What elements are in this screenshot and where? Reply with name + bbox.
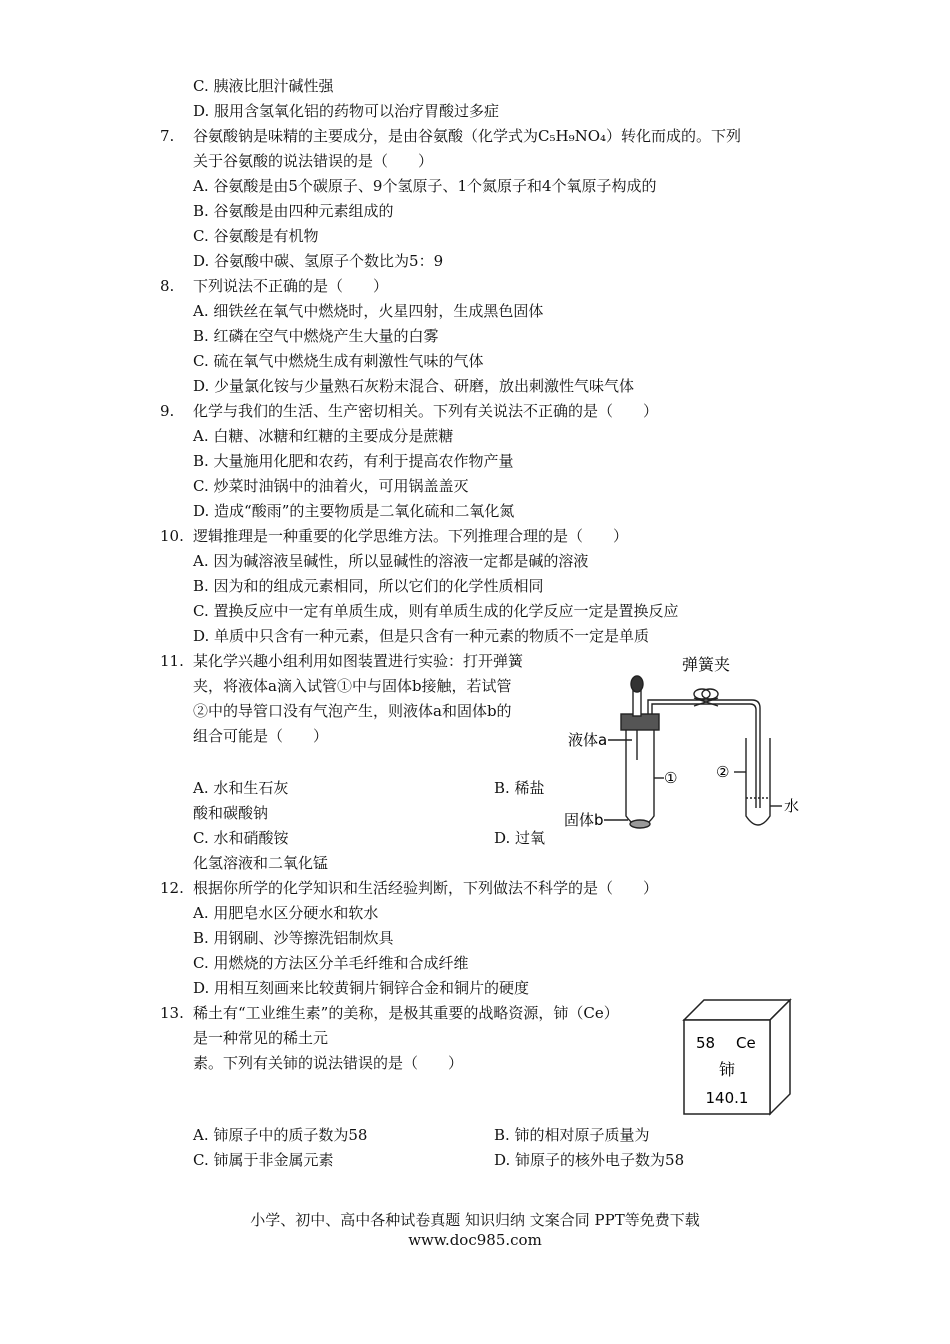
question-stem: 根据你所学的化学知识和生活经验判断，下列做法不科学的是（ ） (193, 879, 659, 897)
question-stem: 是一种常见的稀土元 (193, 1029, 329, 1047)
option-b: B. 因为和的组成元素相同，所以它们的化学性质相同 (193, 577, 544, 595)
element-name: 铈 (718, 1060, 736, 1079)
option-b: B. 红磷在空气中燃烧产生大量的白雾 (193, 327, 439, 345)
footer-url[interactable]: www.doc985.com (408, 1231, 542, 1249)
option-d: D. 过氧 (494, 829, 546, 847)
question-stem: 组合可能是（ ） (193, 727, 329, 745)
option-b: B. 稀盐 (494, 779, 545, 797)
option-b: B. 大量施用化肥和农药，有利于提高农作物产量 (193, 452, 514, 470)
question-stem: 逻辑推理是一种重要的化学思维方法。下列推理合理的是（ ） (193, 527, 629, 545)
clamp-label: 弹簧夹 (681, 655, 731, 674)
option-d: D. 少量氯化铵与少量熟石灰粉末混合、研磨，放出刺激性气味气体 (193, 377, 635, 395)
option-c: C. 置换反应中一定有单质生成，则有单质生成的化学反应一定是置换反应 (193, 602, 679, 620)
question-number: 11. (160, 652, 184, 670)
option-a: A. 谷氨酸是由5个碳原子、9个氢原子、1个氮原子和4个氧原子构成的 (193, 177, 657, 195)
option-b-continued: 酸和碳酸钠 (193, 804, 269, 822)
option-a: A. 白糖、冰糖和红糖的主要成分是蔗糖 (193, 427, 454, 445)
question-number: 12. (160, 879, 184, 897)
question-number: 9. (160, 402, 175, 420)
option-c: C. 谷氨酸是有机物 (193, 227, 319, 245)
test-tube-1 (626, 728, 654, 826)
question-stem: 夹，将液体a滴入试管①中与固体b接触，若试管 (193, 677, 512, 695)
question-stem: 某化学兴趣小组利用如图装置进行实验：打开弹簧 (193, 652, 524, 670)
option-a: A. 水和生石灰 (193, 779, 289, 797)
question-number: 10. (160, 527, 184, 545)
option-d: D. 单质中只含有一种元素，但是只含有一种元素的物质不一定是单质 (193, 627, 650, 645)
tube-2-label: ② (716, 763, 730, 781)
element-symbol: Ce (736, 1034, 756, 1052)
atomic-mass: 140.1 (705, 1089, 749, 1107)
option-a: A. 细铁丝在氧气中燃烧时，火星四射，生成黑色固体 (193, 302, 544, 320)
solid-b-label: 固体b (564, 811, 604, 829)
option-b: B. 铈的相对原子质量为 (494, 1126, 650, 1144)
option-c: C. 炒菜时油锅中的油着火，可用锅盖盖灭 (193, 477, 469, 495)
liquid-a-label: 液体a (568, 731, 608, 749)
option-c: C. 胰液比胆汁碱性强 (193, 77, 334, 95)
question-stem: 下列说法不正确的是（ ） (193, 277, 389, 295)
question-stem: 素。下列有关铈的说法错误的是（ ） (193, 1054, 464, 1072)
question-number: 13. (160, 1004, 184, 1022)
option-a: A. 因为碱溶液呈碱性，所以显碱性的溶液一定都是碱的溶液 (193, 552, 589, 570)
question-number: 8. (160, 277, 175, 295)
option-c: C. 铈属于非金属元素 (193, 1151, 334, 1169)
question-stem: 化学与我们的生活、生产密切相关。下列有关说法不正确的是（ ） (193, 402, 659, 420)
option-c: C. 水和硝酸铵 (193, 829, 289, 847)
question-stem: ②中的导管口没有气泡产生，则液体a和固体b的 (193, 702, 512, 720)
solid-b (630, 820, 650, 828)
delivery-tube (648, 700, 760, 808)
option-d: D. 用相互刻画来比较黄铜片铜锌合金和铜片的硬度 (193, 979, 530, 997)
option-c: C. 硫在氧气中燃烧生成有刺激性气味的气体 (193, 352, 484, 370)
option-a: A. 用肥皂水区分硬水和软水 (193, 904, 379, 922)
option-d: D. 造成“酸雨”的主要物质是二氧化硫和二氧化氮 (193, 502, 515, 520)
question-stem: 稀土有“工业维生素”的美称，是极其重要的战略资源，铈（Ce） (193, 1004, 619, 1022)
option-b: B. 谷氨酸是由四种元素组成的 (193, 202, 394, 220)
option-d: D. 铈原子的核外电子数为58 (494, 1151, 685, 1169)
question-stem: 关于谷氨酸的说法错误的是（ ） (193, 152, 434, 170)
option-a: A. 铈原子中的质子数为58 (193, 1126, 368, 1144)
option-c: C. 用燃烧的方法区分羊毛纤维和合成纤维 (193, 954, 469, 972)
test-tube-2 (746, 738, 770, 825)
atomic-number: 58 (696, 1034, 716, 1052)
footer-text: 小学、初中、高中各种试卷真题 知识归纳 文案合同 PPT等免费下载 (250, 1211, 700, 1229)
apparatus-figure (560, 648, 810, 838)
tube-1-label: ① (664, 769, 678, 787)
water-label: 水 (784, 797, 800, 815)
option-d-continued: 化氢溶液和二氧化锰 (193, 854, 329, 872)
question-number: 7. (160, 127, 175, 145)
option-b: B. 用钢刷、沙等擦洗铝制炊具 (193, 929, 394, 947)
option-d: D. 服用含氢氧化铝的药物可以治疗胃酸过多症 (193, 102, 500, 120)
element-cube-figure (676, 996, 796, 1118)
option-d: D. 谷氨酸中碳、氢原子个数比为5：9 (193, 252, 444, 270)
question-stem: 谷氨酸钠是味精的主要成分，是由谷氨酸（化学式为C₅H₉NO₄）转化而成的。下列 (193, 127, 742, 145)
